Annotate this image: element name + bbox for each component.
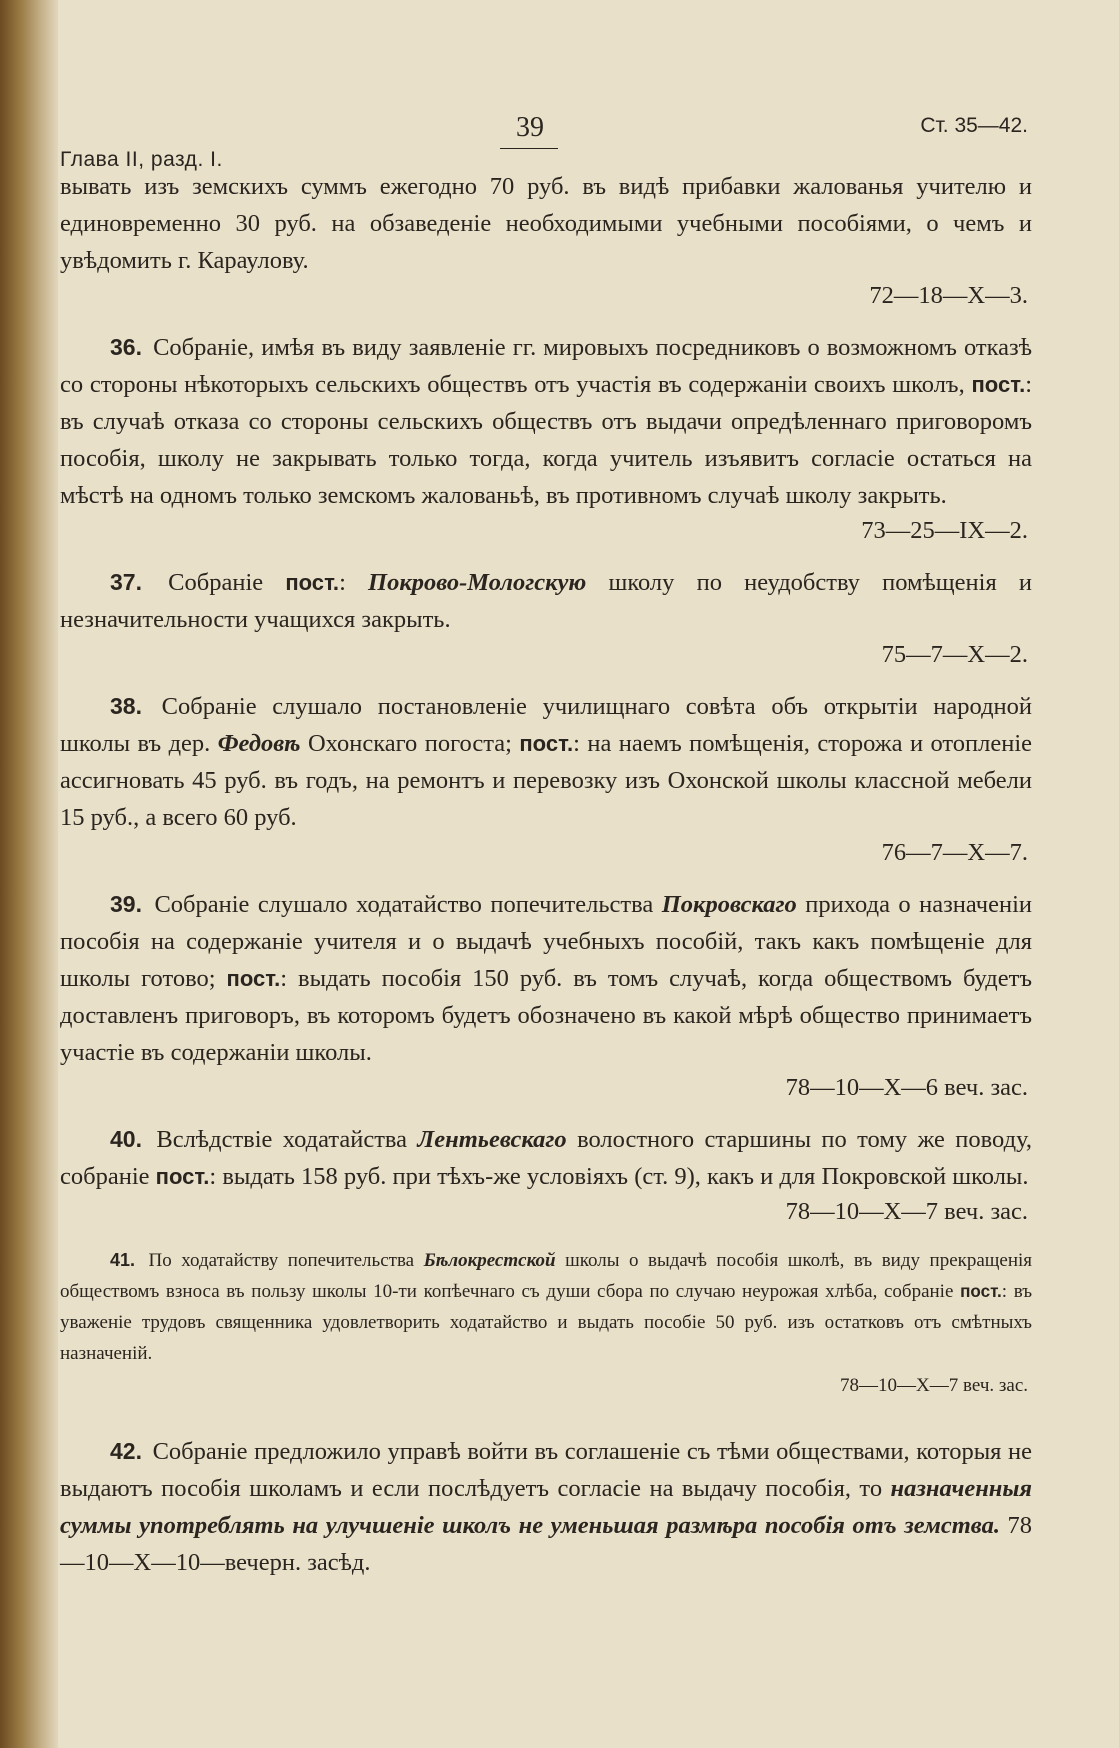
article-number: 39. bbox=[110, 891, 142, 917]
article-reference: 73—25—IX—2. bbox=[861, 517, 1028, 544]
article-reference: 75—7—X—2. bbox=[881, 641, 1028, 668]
article-text: Собраніе bbox=[168, 569, 264, 596]
resolution-keyword: пост. bbox=[519, 731, 574, 756]
emphasized-text: назначенныя суммы употреблять на улучшеніе школъ не уменьшая размѣра пособія отъ земства. bbox=[60, 1475, 1033, 1539]
article-text: По ходатайству попечительства bbox=[148, 1250, 415, 1271]
article-42 bbox=[60, 1433, 1032, 1581]
document-page bbox=[60, 0, 1060, 1748]
article-41 bbox=[60, 1245, 1032, 1403]
school-name: Покрово-Мологскую bbox=[368, 569, 587, 596]
article-text: прихода о назначеніи пособія на содержаніе учителя и о выдачѣ учебныхъ пособій, такъ какъ помѣщеніе для школы готово; bbox=[60, 891, 1033, 992]
article-reference: 78—10—X—6 веч. зас. bbox=[785, 1074, 1028, 1101]
article-text: Вслѣдствіе ходатайства bbox=[156, 1126, 408, 1153]
article-36 bbox=[60, 329, 1032, 548]
article-number: 42. bbox=[110, 1438, 142, 1464]
article-text: Собраніе, имѣя въ виду заявленіе гг. мировыхъ посредниковъ о возможномъ отказѣ со стороны нѣкоторыхъ сельскихъ обществъ отъ участія въ содержаніи своихъ школъ, bbox=[60, 334, 1033, 398]
article-reference: 78—10—X—10—вечерн. засѣд. bbox=[60, 1512, 1033, 1576]
article-text: : выдать пособія 150 руб. въ томъ случаѣ, когда обществомъ будетъ доставленъ приговоръ, въ которомъ будетъ обозначено въ какой мѣрѣ общество принимаетъ участіе въ содержаніи школы. bbox=[60, 965, 1032, 1066]
article-text: Собраніе слушало постановленіе училищнаго совѣта объ открытіи народной школы въ дер. bbox=[60, 693, 1033, 757]
chapter-heading: Глава II, разд. I. bbox=[60, 148, 223, 171]
school-name: Бѣлокрестской bbox=[423, 1250, 556, 1271]
article-number: 38. bbox=[110, 693, 142, 719]
resolution-keyword: пост. bbox=[285, 570, 340, 595]
resolution-keyword: пост. bbox=[155, 1164, 210, 1189]
article-text: : bbox=[339, 569, 346, 596]
page-header bbox=[60, 112, 1040, 171]
parish-name: Покровскаго bbox=[661, 891, 797, 918]
article-range: Ст. 35—42. bbox=[920, 114, 1028, 137]
article-text: : въ уваженіе трудовъ священника удовлетворить ходатайство и выдать пособіе 50 руб. изъ остатковъ отъ смѣтныхъ назначеній. bbox=[60, 1281, 1033, 1364]
resolution-keyword: пост. bbox=[960, 1282, 1002, 1301]
article-text: вывать изъ земскихъ суммъ ежегодно 70 руб. въ видѣ прибавки жалованья учителю и единовременно 30 руб. на обзаведеніе необходимыми учебными пособіями, о чемъ и увѣдомить г. Караулову. bbox=[60, 173, 1032, 274]
article-reference: 78—10—X—7 веч. зас. bbox=[785, 1198, 1028, 1225]
resolution-keyword: пост. bbox=[226, 966, 281, 991]
article-text: Собраніе слушало ходатайство попечительства bbox=[154, 891, 654, 918]
article-text: Собраніе предложило управѣ войти въ соглашеніе съ тѣми обществами, которыя не выдаютъ пособія школамъ и если послѣдуетъ согласіе на выдачу пособія, то bbox=[60, 1438, 1033, 1502]
article-text: : въ случаѣ отказа со стороны сельскихъ обществъ отъ выдачи опредѣленнаго приговоромъ пособія, школу не закрывать только тогда, когда учитель изъявитъ согласіе остаться на мѣстѣ на одномъ только земскомъ жалованьѣ, въ противномъ случаѣ школу закрыть. bbox=[60, 371, 1033, 509]
article-number: 36. bbox=[110, 334, 142, 360]
page-body bbox=[60, 168, 1032, 1597]
page-number-rule bbox=[500, 148, 558, 149]
article-text: Охонскаго погоста; bbox=[307, 730, 512, 757]
village-name: Федовѣ bbox=[217, 730, 301, 757]
article-number: 41. bbox=[110, 1250, 136, 1270]
page-number: 39 bbox=[516, 112, 544, 143]
article-text: : выдать 158 руб. при тѣхъ-же условіяхъ (ст. 9), какъ и для Покровской школы. bbox=[209, 1163, 1029, 1190]
article-text: : на наемъ помѣщенія, сторожа и отопленіе ассигновать 45 руб. въ годъ, на ремонтъ и перевозку изъ Охонской школы классной мебели 15 руб., а всего 60 руб. bbox=[60, 730, 1033, 831]
article-reference: 72—18—X—3. bbox=[869, 282, 1028, 309]
article-35-continuation bbox=[60, 168, 1032, 313]
article-40 bbox=[60, 1121, 1032, 1229]
article-text: школу по неудобству помѣщенія и незначительности учащихся закрыть. bbox=[60, 569, 1033, 633]
article-38 bbox=[60, 688, 1032, 870]
book-binding-edge bbox=[0, 0, 58, 1748]
article-number: 37. bbox=[110, 569, 142, 595]
article-37 bbox=[60, 564, 1032, 672]
resolution-keyword: пост. bbox=[971, 372, 1026, 397]
volost-name: Лентьевскаго bbox=[417, 1126, 567, 1153]
article-text: волостного старшины по тому же поводу, собраніе bbox=[60, 1126, 1032, 1190]
article-reference: 76—7—X—7. bbox=[881, 839, 1028, 866]
article-text: школы о выдачѣ пособія школѣ, въ виду прекращенія обществомъ взноса въ пользу школы 10-ти копѣечнаго съ души сбора по случаю неурожая хлѣба, собраніе bbox=[60, 1250, 1033, 1302]
article-number: 40. bbox=[110, 1126, 142, 1152]
article-39 bbox=[60, 886, 1032, 1105]
article-reference: 78—10—X—7 веч. зас. bbox=[840, 1375, 1028, 1396]
